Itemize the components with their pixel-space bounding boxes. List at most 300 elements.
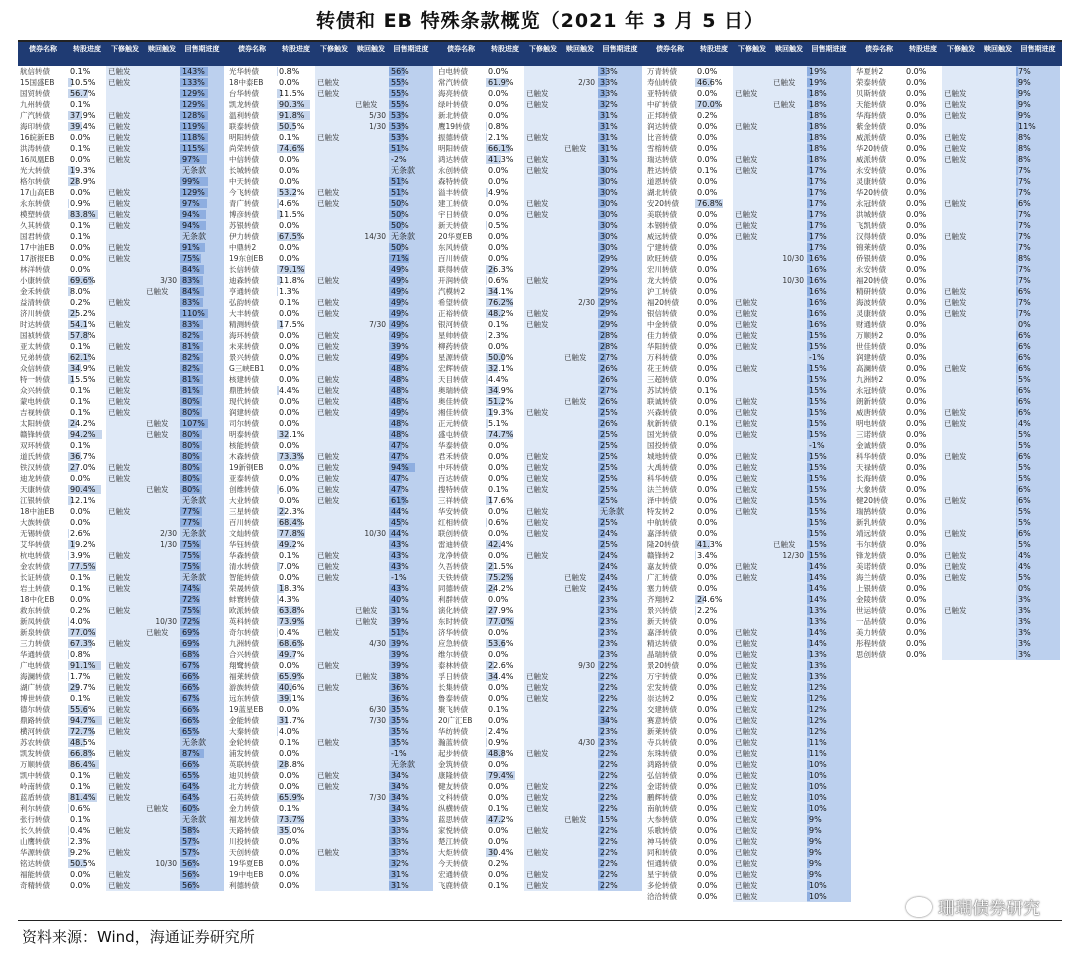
conversion-progress-value: 40.6% [279,683,305,692]
bond-name: 尚荣转债 [229,144,259,153]
redemption-trigger [980,396,1016,407]
down-revision-trigger [942,374,980,385]
conversion-progress [695,407,733,418]
bond-name: 楚江转债 [438,837,468,846]
conversion-progress-value: 0.1% [70,397,91,406]
putback-progress-value: 82% [182,353,200,362]
conversion-progress [695,528,733,539]
down-revision-trigger [315,825,353,836]
conversion-progress-value: 2.3% [70,837,91,846]
putback-progress-value: 58% [182,826,200,835]
conversion-progress-bar [68,672,69,681]
conversion-progress [277,627,315,638]
conversion-progress [486,825,524,836]
putback-progress-value: 115% [182,144,205,153]
redemption-trigger [980,352,1016,363]
bond-name: 灵康转债 [856,309,886,318]
down-revision-trigger [524,418,562,429]
down-revision-trigger: 已触发 [526,408,549,417]
bond-name: 美诺转债 [856,562,886,571]
redemption-trigger [144,330,180,341]
conversion-progress [486,319,524,330]
down-revision-trigger: 已触发 [735,892,758,901]
putback-progress [180,77,224,88]
conversion-progress-value: 0.0% [279,859,300,868]
bond-name: 联诚转债 [647,397,677,406]
conversion-progress-value: 50.5% [279,122,305,131]
bond-name: 演化转债 [438,606,468,615]
redemption-trigger [980,616,1016,627]
bond-name: 横河转债 [20,727,50,736]
table-row [436,759,645,770]
putback-progress-value: 26% [600,375,618,384]
putback-progress [807,627,851,638]
down-revision-trigger [524,858,562,869]
putback-progress [1016,143,1060,154]
table-row [645,429,854,440]
conversion-progress [68,154,106,165]
conversion-progress [904,407,942,418]
putback-progress [598,374,642,385]
conversion-progress-value: 0.0% [906,639,927,648]
putback-progress [807,363,851,374]
putback-progress [1016,396,1060,407]
redemption-trigger [562,132,598,143]
putback-progress [389,693,433,704]
redemption-trigger: 2/30 [160,529,177,538]
bond-name: 灵康转债 [856,177,886,186]
putback-progress-value: 12% [809,727,827,736]
table-row [18,484,227,495]
bond-name: 财通转债 [856,320,886,329]
down-revision-trigger [942,385,980,396]
putback-progress-value: 13% [809,650,827,659]
conversion-progress [695,561,733,572]
putback-progress-value: 49% [391,320,409,329]
table-row [227,88,436,99]
down-revision-trigger [524,836,562,847]
table-row [436,418,645,429]
down-revision-trigger: 已触发 [108,364,131,373]
redemption-trigger [562,187,598,198]
table-row [227,759,436,770]
bond-name: 创维转债 [229,485,259,494]
conversion-progress [904,319,942,330]
conversion-progress [486,429,524,440]
conversion-progress-value: 42.4% [488,540,514,549]
conversion-progress-value: 0.0% [906,430,927,439]
down-revision-trigger: 已触发 [735,683,758,692]
down-revision-trigger: 已触发 [317,397,340,406]
putback-progress-value: 38% [391,672,409,681]
table-row [436,594,645,605]
putback-progress [807,715,851,726]
putback-progress-value: 6% [1018,386,1031,395]
table-row [227,231,436,242]
putback-progress [389,198,433,209]
conversion-progress [486,693,524,704]
conversion-progress-value: 0.1% [279,133,300,142]
putback-progress [807,121,851,132]
bond-name: 核能转债 [229,441,259,450]
watermark [906,894,1040,919]
conversion-progress [277,649,315,660]
conversion-progress-value: 19.2% [70,540,96,549]
down-revision-trigger [315,165,353,176]
table-row [645,539,854,550]
conversion-progress-value: 0.0% [906,507,927,516]
conversion-progress-value: 0.0% [906,133,927,142]
down-revision-trigger: 已触发 [108,155,131,164]
conversion-progress [68,605,106,616]
putback-progress [1016,187,1060,198]
conversion-progress [68,781,106,792]
bond-name: 弘韵转债 [229,298,259,307]
bond-name: 大参转债 [647,815,677,824]
putback-progress-value: -2% [391,155,407,164]
putback-progress-value: 29% [600,298,618,307]
putback-progress [598,352,642,363]
redemption-trigger: 已触发 [564,815,587,824]
bond-name: 华20转债 [856,188,889,197]
bond-name: 威唐转债 [856,408,886,417]
conversion-progress-value: 77.8% [279,529,305,538]
putback-progress-value: 28% [600,331,618,340]
putback-progress-value: 5% [1018,474,1031,483]
putback-progress-value: 31% [391,881,409,890]
conversion-progress-value: 36.7% [70,452,96,461]
table-row [645,583,854,594]
bond-name: 健20转债 [856,496,889,505]
redemption-trigger [771,176,807,187]
redemption-trigger [562,528,598,539]
conversion-progress [68,231,106,242]
conversion-progress-value: 0.0% [488,551,509,560]
conversion-progress [904,308,942,319]
putback-progress-value: 39% [391,650,409,659]
conversion-progress-value: 1.7% [70,672,91,681]
conversion-progress [695,253,733,264]
putback-progress [807,814,851,825]
bond-name: 威远转债 [647,232,677,241]
conversion-progress-value: 0.0% [697,672,718,681]
redemption-trigger [980,583,1016,594]
conversion-progress-value: 0.0% [488,507,509,516]
down-revision-trigger [106,231,144,242]
putback-progress-value: 119% [182,122,205,131]
bond-name: 国祯转债 [20,331,50,340]
conversion-progress-value: 0.0% [488,342,509,351]
putback-progress-value: 53% [391,122,409,131]
conversion-progress-value: 0.1% [488,485,509,494]
conversion-progress [904,132,942,143]
table-row [854,649,1062,660]
bond-name: 科华转债 [647,474,677,483]
conversion-progress [904,143,942,154]
conversion-progress [68,198,106,209]
bond-name: 18中油EB [20,507,55,516]
table-row [645,319,854,330]
bond-name: 家悦转债 [438,826,468,835]
conversion-progress-value: 0.0% [279,408,300,417]
putback-progress-value: 34% [391,804,409,813]
bond-name: 绿叶转债 [438,100,468,109]
putback-progress [807,187,851,198]
conversion-progress-value: 73.3% [279,452,305,461]
conversion-progress [486,121,524,132]
conversion-progress-value: 0.0% [70,507,91,516]
redemption-trigger [980,440,1016,451]
table-row [645,143,854,154]
table-column-5 [854,42,1062,920]
conversion-progress [486,649,524,660]
down-revision-trigger: 已触发 [944,100,967,109]
table-row [18,209,227,220]
putback-progress-value: 94% [391,463,409,472]
redemption-trigger [771,242,807,253]
putback-progress [180,858,224,869]
putback-progress-value: 9% [1018,100,1031,109]
putback-progress [598,836,642,847]
putback-progress-value: 22% [600,705,618,714]
table-row [854,297,1062,308]
putback-progress-value: 48% [391,375,409,384]
bond-name: 正元转债 [438,419,468,428]
putback-progress-value: 22% [600,793,618,802]
down-revision-trigger [315,803,353,814]
down-revision-trigger: 已触发 [735,804,758,813]
table-row [645,121,854,132]
putback-progress [598,781,642,792]
conversion-progress-value: 91.1% [70,661,96,670]
table-row [854,308,1062,319]
putback-progress [598,539,642,550]
conversion-progress [695,319,733,330]
table-row [854,352,1062,363]
redemption-trigger: 已触发 [355,100,378,109]
putback-progress-bar [1016,639,1017,648]
bond-name: 九州转债 [20,100,50,109]
putback-progress [180,726,224,737]
conversion-progress [68,803,106,814]
table-row [227,385,436,396]
down-revision-trigger: 已触发 [944,496,967,505]
putback-progress-value: 4% [1018,551,1031,560]
putback-progress-value: 7% [1018,276,1031,285]
table-row [645,374,854,385]
bond-name: 隆20转债 [647,540,680,549]
redemption-trigger [562,759,598,770]
putback-progress [1016,517,1060,528]
redemption-trigger [353,781,389,792]
bond-name: 三祥转债 [438,496,468,505]
conversion-progress [277,781,315,792]
table-row [18,693,227,704]
conversion-progress-value: 7.0% [279,562,300,571]
putback-progress-value: 55% [391,78,409,87]
bond-name: 道氏转债 [20,452,50,461]
putback-progress [598,407,642,418]
bond-name: 20广汇EB [438,716,473,725]
conversion-progress-value: 0.6% [488,276,509,285]
putback-progress [180,363,224,374]
bond-name: 众信转债 [20,364,50,373]
conversion-progress-value: 0.0% [697,870,718,879]
conversion-progress-value: 0.1% [488,804,509,813]
conversion-progress [695,605,733,616]
conversion-progress [695,627,733,638]
conversion-progress-value: 0.1% [70,342,91,351]
putback-progress [807,220,851,231]
putback-progress-value: 81% [182,386,200,395]
table-row [227,77,436,88]
putback-progress-value: 6% [1018,353,1031,362]
down-revision-trigger [942,440,980,451]
putback-progress [1016,88,1060,99]
bond-name: 永创转债 [438,166,468,175]
redemption-trigger [353,330,389,341]
redemption-trigger [980,429,1016,440]
down-revision-trigger [524,330,562,341]
bond-name: 华泰转债 [438,441,468,450]
conversion-progress-value: 0.0% [697,507,718,516]
conversion-progress-value: 0.0% [697,144,718,153]
down-revision-trigger: 已触发 [108,144,131,153]
table-row [436,561,645,572]
table-row [18,627,227,638]
down-revision-trigger [524,286,562,297]
redemption-trigger: 已触发 [773,100,796,109]
down-revision-trigger [106,308,144,319]
redemption-trigger [353,440,389,451]
table-row [645,550,854,561]
bond-name: 法兰转债 [647,485,677,494]
putback-progress [389,715,433,726]
conversion-progress [68,572,106,583]
down-revision-trigger: 已触发 [108,221,131,230]
table-row [18,418,227,429]
putback-progress-value: 无条款 [182,529,206,538]
conversion-progress [277,748,315,759]
putback-progress [1016,264,1060,275]
conversion-progress-value: 0.0% [697,826,718,835]
down-revision-trigger [106,594,144,605]
redemption-trigger [353,220,389,231]
conversion-progress [486,880,524,891]
conversion-progress [277,165,315,176]
putback-progress-value: 22% [600,694,618,703]
putback-progress-value: 5% [1018,463,1031,472]
bond-name: 世运转债 [856,606,886,615]
conversion-progress-value: 0.0% [697,287,718,296]
putback-progress-value: 80% [182,441,200,450]
conversion-progress [486,352,524,363]
down-revision-trigger: 已触发 [108,683,131,692]
down-revision-trigger: 已触发 [317,408,340,417]
conversion-progress [277,231,315,242]
down-revision-trigger: 已触发 [317,133,340,142]
putback-progress [807,594,851,605]
bond-name: 国光转债 [647,430,677,439]
bond-name: 永安转债 [856,166,886,175]
conversion-progress-value: 46.6% [697,78,723,87]
conversion-progress-value: 0.0% [906,496,927,505]
redemption-trigger [771,825,807,836]
putback-progress-value: 9% [809,870,822,879]
conversion-progress-value: 0.0% [906,111,927,120]
bond-name: 雪榕转债 [647,144,677,153]
redemption-trigger [144,198,180,209]
conversion-progress-value: 0.0% [488,793,509,802]
putback-progress [807,297,851,308]
bond-name: 华源转债 [20,848,50,857]
down-revision-trigger: 已触发 [735,881,758,890]
redemption-trigger [980,374,1016,385]
down-revision-trigger: 已触发 [108,397,131,406]
putback-progress [807,330,851,341]
table-row [18,330,227,341]
putback-progress [1016,451,1060,462]
bond-name: 大族转债 [20,518,50,527]
conversion-progress-value: 0.0% [906,144,927,153]
putback-progress-value: 23% [600,650,618,659]
bond-name: 泽中转债 [647,496,677,505]
conversion-progress [486,759,524,770]
putback-progress-value: 34% [391,793,409,802]
redemption-trigger [771,869,807,880]
conversion-progress [695,671,733,682]
redemption-trigger [353,473,389,484]
putback-progress-value: 11% [809,738,827,747]
putback-progress-value: 84% [182,287,200,296]
table-row [436,649,645,660]
conversion-progress-value: 0.0% [906,232,927,241]
putback-progress [807,759,851,770]
conversion-progress-value: 77.0% [70,628,96,637]
down-revision-trigger [315,671,353,682]
down-revision-trigger: 已触发 [735,452,758,461]
bond-name: 百川转债 [229,518,259,527]
conversion-progress [695,374,733,385]
conversion-progress [277,792,315,803]
redemption-trigger [771,451,807,462]
putback-progress [598,66,642,77]
table-row [227,561,436,572]
putback-progress-value: 66% [182,683,200,692]
conversion-progress-value: 0.0% [906,199,927,208]
conversion-progress-value: 0.0% [906,243,927,252]
putback-progress [389,385,433,396]
table-row [18,836,227,847]
conversion-progress-value: 0.0% [906,518,927,527]
down-revision-trigger: 已触发 [944,529,967,538]
conversion-progress [277,330,315,341]
putback-progress-bar [1016,606,1017,615]
bond-name: 彤程转债 [856,639,886,648]
table-row [436,770,645,781]
conversion-progress [695,836,733,847]
down-revision-trigger [524,253,562,264]
putback-progress [389,88,433,99]
conversion-progress-value: 0.0% [279,78,300,87]
down-revision-trigger: 已触发 [108,474,131,483]
conversion-progress-value: 0.0% [70,254,91,263]
putback-progress [807,418,851,429]
putback-progress [180,693,224,704]
table-row [18,572,227,583]
putback-progress [598,792,642,803]
down-revision-trigger [524,561,562,572]
